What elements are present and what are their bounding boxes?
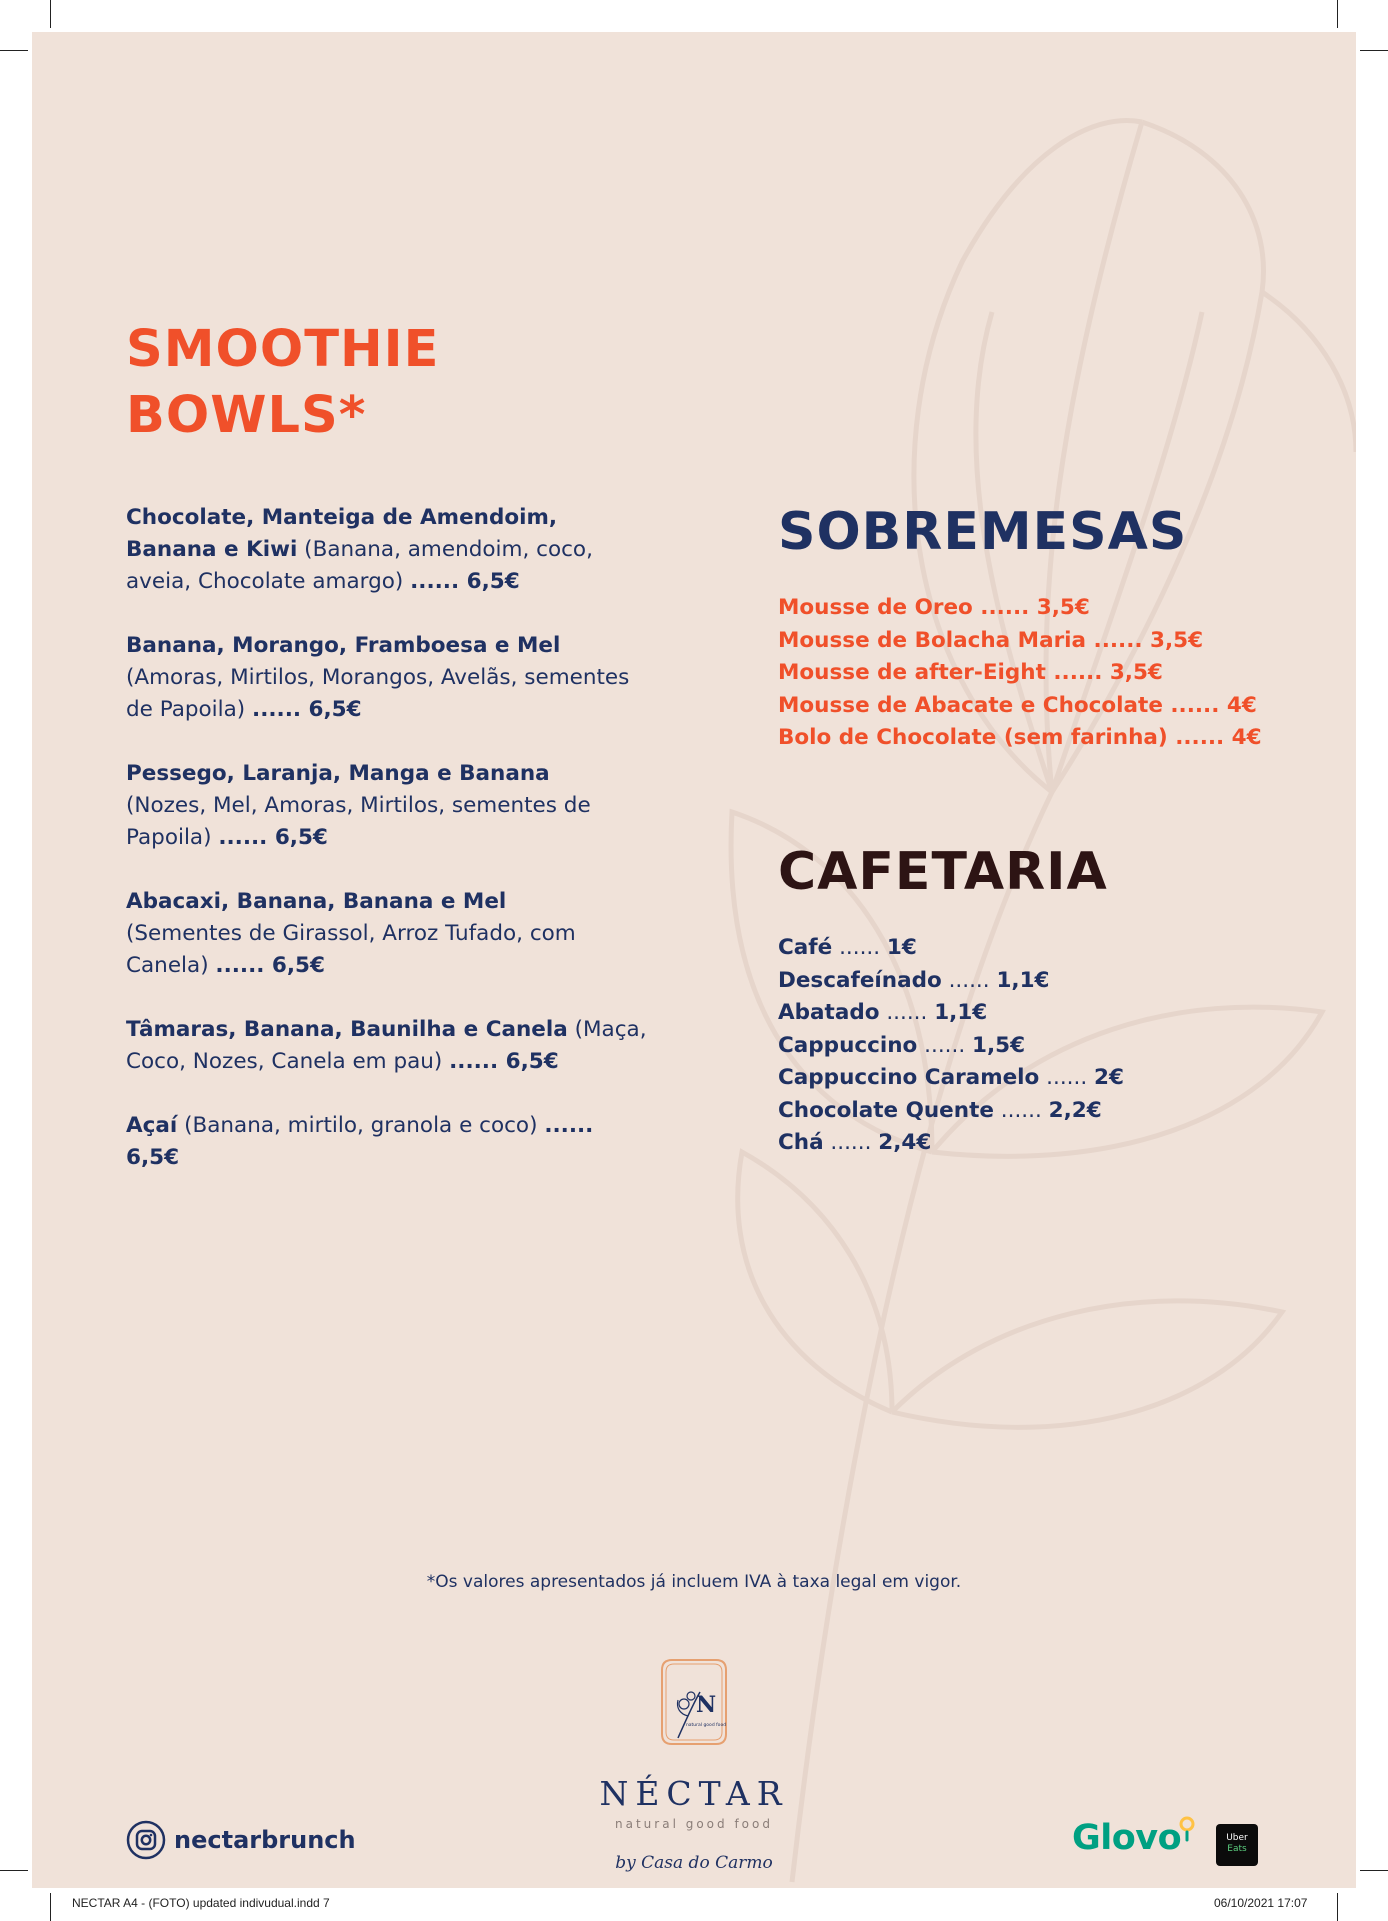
crop-mark bbox=[1337, 1893, 1338, 1921]
coffee-price: 1,1€ bbox=[996, 967, 1050, 993]
cafetaria-list bbox=[778, 932, 1124, 1160]
smoothie-title-line2: BOWLS* bbox=[126, 386, 367, 445]
dessert-item: Bolo de Chocolate (sem farinha) ...... 4€ bbox=[778, 725, 1262, 750]
item-price: ...... 6,5€ bbox=[410, 569, 520, 594]
print-slug-file: NECTAR A4 - (FOTO) updated indivudual.indd 7 bbox=[72, 1896, 330, 1910]
nectar-badge-icon bbox=[594, 1620, 794, 1780]
menu-item bbox=[126, 1110, 646, 1174]
badge-letter: N bbox=[695, 1692, 717, 1718]
coffee-price: 2,2€ bbox=[1048, 1097, 1102, 1123]
cafetaria-title: CAFETARIA bbox=[778, 842, 1108, 902]
item-price: ...... 6,5€ bbox=[218, 825, 328, 850]
item-name: Chocolate, Manteiga de Amendoim, Banana e Kiwi bbox=[126, 505, 558, 562]
menu-item bbox=[126, 758, 616, 854]
item-price: ...... 6,5€ bbox=[215, 953, 325, 978]
brand-name: NÉCTAR bbox=[599, 1774, 789, 1813]
uber-eats-line1: Uber bbox=[1226, 1833, 1248, 1843]
coffee-price: 1,5€ bbox=[972, 1032, 1026, 1058]
dessert-item: Mousse de Abacate e Chocolate ...... 4€ bbox=[778, 692, 1257, 718]
dessert-item: Mousse de Oreo ...... 3,5€ bbox=[778, 595, 1090, 620]
coffee-price: 1€ bbox=[886, 935, 917, 960]
item-name: Pessego, Laranja, Manga e Banana bbox=[126, 761, 550, 786]
item-description: (Maça, Coco, Nozes, Canela em pau) bbox=[126, 1017, 647, 1074]
nectar-logo bbox=[594, 1620, 794, 1880]
tax-footnote: *Os valores apresentados já incluem IVA à taxa legal em vigor. bbox=[426, 1572, 962, 1592]
coffee-item bbox=[778, 997, 1124, 1030]
sobremesas-title: SOBREMESAS bbox=[778, 502, 1188, 562]
coffee-item bbox=[778, 1030, 1124, 1063]
crop-mark bbox=[1360, 50, 1388, 51]
crop-mark bbox=[50, 0, 51, 28]
coffee-dots: ...... bbox=[917, 1032, 972, 1058]
dessert-item: Mousse de Bolacha Maria ...... 3,5€ bbox=[778, 627, 1204, 653]
crop-mark bbox=[1337, 0, 1338, 28]
brand-by-line: by Casa do Carmo bbox=[615, 1853, 773, 1873]
smoothie-bowls-list bbox=[126, 502, 686, 1206]
smoothie-title-line1: SMOOTHIE bbox=[126, 320, 440, 379]
print-slug-datetime: 06/10/2021 17:07 bbox=[1214, 1896, 1308, 1910]
smoothie-bowls-title bbox=[126, 317, 439, 449]
coffee-name: Chocolate Quente bbox=[778, 1097, 994, 1123]
item-price: ...... 6,5€ bbox=[252, 697, 362, 722]
instagram-icon bbox=[126, 1820, 166, 1860]
item-description: (Banana, amendoim, coco, aveia, Chocolate amargo) bbox=[126, 537, 593, 594]
coffee-name: Café bbox=[778, 935, 833, 960]
coffee-dots: ...... bbox=[993, 1097, 1049, 1123]
item-price: ...... 6,5€ bbox=[449, 1049, 559, 1074]
item-name: Abacaxi, Banana, Banana e Mel bbox=[126, 889, 507, 914]
item-description: (Nozes, Mel, Amoras, Mirtilos, sementes de Papoila) bbox=[126, 793, 591, 850]
crop-mark bbox=[0, 50, 28, 51]
item-name: Açaí bbox=[126, 1113, 178, 1138]
coffee-price: 2€ bbox=[1094, 1065, 1124, 1090]
glovo-logo: Glovo bbox=[1072, 1818, 1182, 1858]
sobremesas-list bbox=[778, 592, 1262, 755]
menu-item bbox=[126, 1014, 686, 1078]
coffee-dots: ...... bbox=[879, 1000, 935, 1025]
item-price: ...... 6,5€ bbox=[126, 1113, 594, 1170]
coffee-name: Chá bbox=[778, 1130, 824, 1155]
glovo-pin-icon bbox=[1178, 1816, 1196, 1842]
brand-tagline: natural good food bbox=[615, 1817, 773, 1831]
menu-item bbox=[126, 630, 636, 726]
coffee-price: 2,4€ bbox=[878, 1130, 932, 1155]
item-description: (Amoras, Mirtilos, Morangos, Avelãs, sementes de Papoila) bbox=[126, 665, 630, 722]
instagram-handle: nectarbrunch bbox=[174, 1826, 356, 1854]
coffee-name: Descafeínado bbox=[778, 967, 942, 993]
coffee-name: Cappuccino bbox=[778, 1032, 918, 1058]
menu-page bbox=[32, 32, 1356, 1888]
coffee-item bbox=[778, 1127, 1124, 1160]
coffee-dots: ...... bbox=[941, 967, 997, 993]
coffee-name: Cappuccino Caramelo bbox=[778, 1065, 1040, 1090]
menu-item bbox=[126, 886, 596, 982]
item-name: Banana, Morango, Framboesa e Mel bbox=[126, 633, 561, 658]
item-name: Tâmaras, Banana, Baunilha e Canela bbox=[126, 1017, 568, 1042]
item-description: (Sementes de Girassol, Arroz Tufado, com Canela) bbox=[126, 921, 576, 978]
coffee-item bbox=[778, 1095, 1124, 1128]
crop-mark bbox=[50, 1893, 51, 1921]
coffee-dots: ...... bbox=[832, 935, 887, 960]
coffee-name: Abatado bbox=[778, 1000, 880, 1025]
item-description: (Banana, mirtilo, granola e coco) bbox=[177, 1113, 545, 1138]
badge-text: natural good food bbox=[685, 1723, 727, 1728]
coffee-price: 1,1€ bbox=[934, 1000, 988, 1025]
coffee-item bbox=[778, 1062, 1124, 1095]
coffee-dots: ...... bbox=[823, 1130, 879, 1155]
uber-eats-line2: Eats bbox=[1227, 1844, 1247, 1854]
coffee-item bbox=[778, 965, 1124, 998]
menu-item bbox=[126, 502, 646, 598]
coffee-item bbox=[778, 932, 1124, 965]
coffee-dots: ...... bbox=[1039, 1065, 1095, 1090]
uber-eats-logo bbox=[1216, 1824, 1258, 1866]
crop-mark bbox=[1360, 1870, 1388, 1871]
crop-mark bbox=[0, 1870, 28, 1871]
dessert-item: Mousse de after-Eight ...... 3,5€ bbox=[778, 660, 1163, 685]
instagram-link[interactable] bbox=[126, 1820, 356, 1860]
